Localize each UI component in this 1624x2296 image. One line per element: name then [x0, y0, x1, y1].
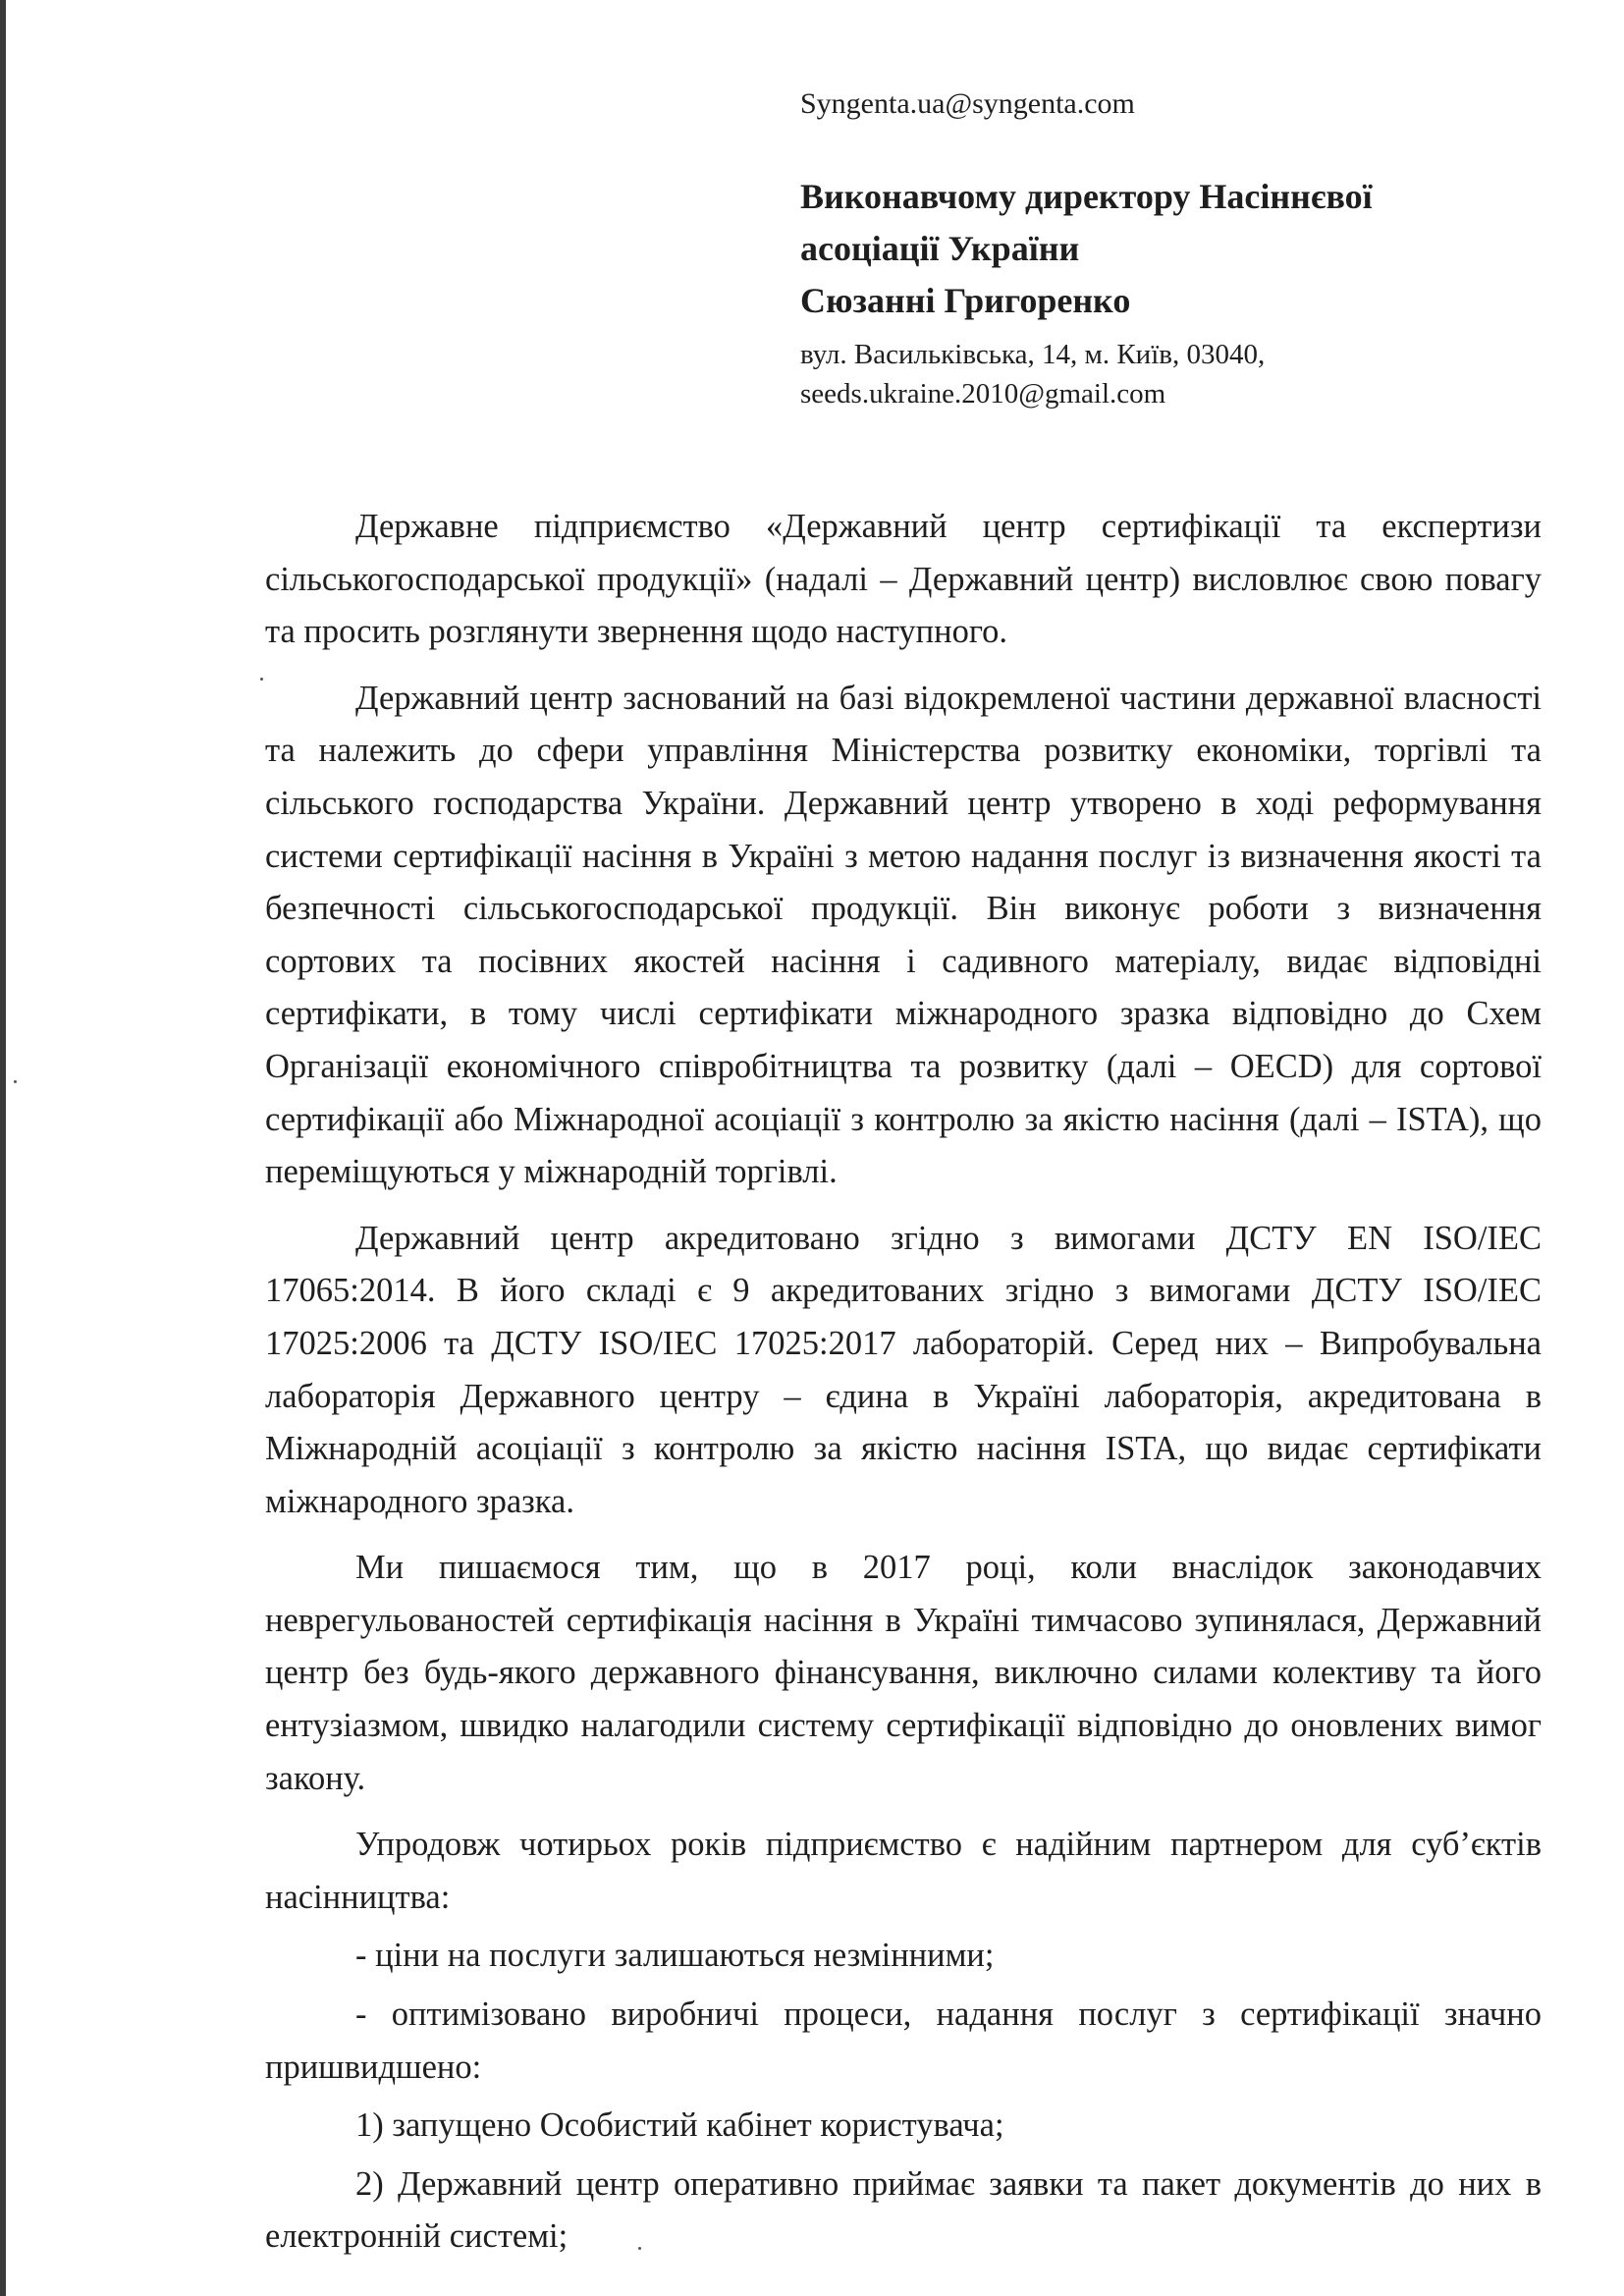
recipient-title-line-1: Виконавчому директору Насіннєвої — [800, 177, 1373, 216]
sender-email: Syngenta.ua@syngenta.com — [800, 87, 1135, 120]
list-item-prices: - ціни на послуги залишаються незмінними; — [355, 1937, 995, 1975]
scan-edge — [0, 0, 6, 2296]
scan-speck — [260, 678, 263, 681]
scan-speck — [638, 2247, 641, 2250]
list-item-optimized: - оптимізовано виробничі процеси, надання послуг з сертифікації значно пришвидшено: — [265, 1995, 1542, 2086]
recipient-name: Сюзанні Григоренко — [800, 281, 1131, 320]
scan-speck — [14, 1080, 17, 1083]
letter-body — [265, 501, 1542, 2264]
letter-header — [800, 86, 1566, 413]
list-item-cabinet: 1) запущено Особистий кабінет користувача; — [355, 2106, 1004, 2145]
recipient-block — [800, 171, 1566, 413]
recipient-email: seeds.ukraine.2010@gmail.com — [800, 378, 1166, 410]
recipient-title-line-2: асоціації України — [800, 229, 1080, 268]
paragraph-about-center: Державний центр заснований на базі відокремленої частини державної власності та належить до сфери управління Міністерства розвитку економіки, торгівлі та сільського господарства України. Державний центр утворено в ході реформування системи сертифікації насіння в Україні з метою надання послуг із визначення якості та безпечності сільськогосподарської продукції. Він виконує роботи з визначення сортових та посівних якостей насіння і садивного матеріалу, видає відповідні сертифікати, в тому числі сертифікати міжнародного зразка відповідно до Схем Організації економічного співробітництва та розвитку (далі – OECD) для сортової сертифікації або Міжнародної асоціації з контролю за якістю насіння (далі – ISTA), що переміщуються у міжнародній торгівлі. — [265, 679, 1542, 1191]
paragraph-2017: Ми пишаємося тим, що в 2017 році, коли внаслідок законодавчих неврегульованостей сертифікація насіння в Україні тимчасово зупинялася, Державний центр без будь-якого державного фінансування, виключно силами колективу та його ентузіазмом, швидко налагодили систему сертифікації відповідно до оновлених вимог закону. — [265, 1549, 1542, 1797]
paragraph-intro: Державне підприємство «Державний центр сертифікації та експертизи сільськогосподарської продукції» (надалі – Державний центр) висловлює свою повагу та просить розглянути звернення щодо наступного. — [265, 508, 1542, 651]
recipient-address: вул. Васильківська, 14, м. Київ, 03040, — [800, 339, 1266, 370]
paragraph-accreditation: Державний центр акредитовано згідно з вимогами ДСТУ EN ISO/IEC 17065:2014. В його складі є 9 акредитованих згідно з вимогами ДСТУ ISO/IEC 17025:2006 та ДСТУ ISO/IEC 17025:2017 лабораторій. Серед них – Випробувальна лабораторія Державного центру – єдина в Україні лабораторія, акредитована в Міжнародній асоціації з контролю за якістю насіння ISTA, що видає сертифікати міжнародного зразка. — [265, 1219, 1542, 1520]
list-item-electronic: 2) Державний центр оперативно приймає заявки та пакет документів до них в електронній системі; — [265, 2164, 1542, 2256]
paragraph-partner: Упродовж чотирьох років підприємство є надійним партнером для суб’єктів насінництва: — [265, 1826, 1542, 1916]
